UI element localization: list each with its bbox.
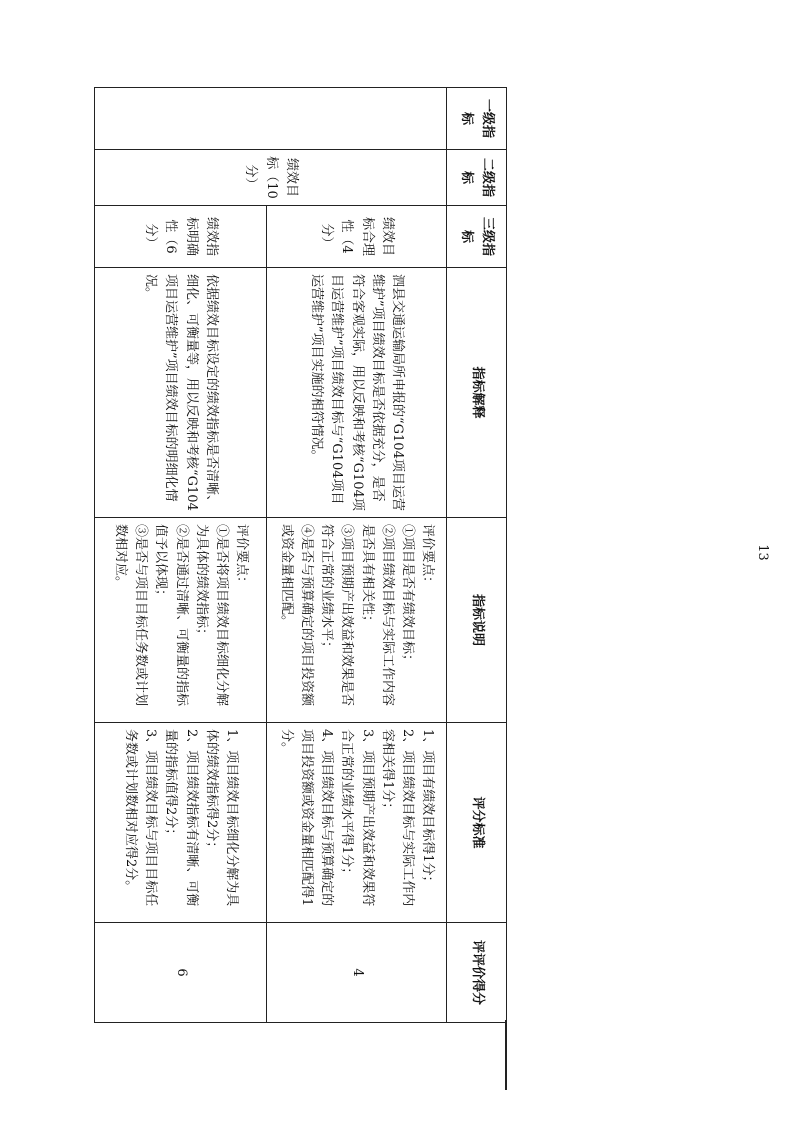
page-number: 13 bbox=[754, 544, 770, 561]
table-header-row bbox=[447, 88, 507, 1023]
cell-description: 评价要点： ①项目是否有绩效目标； ②项目绩效目标与实际工作内容是否具有相关性； ③项目预期产出效益和效果是否符合正常的业绩水平； ④是否与预算确定的项目投资额或资金量相匹配。 bbox=[267, 518, 447, 723]
cell-level2: 绩效目标（10分） bbox=[95, 150, 447, 206]
header-description: 指标说明 bbox=[447, 518, 507, 723]
cell-criteria: 1、项目绩效目标细化分解为具体的绩效指标得2分； 2、项目绩效指标有清晰、可衡量的指标值得2分； 3、项目绩效目标与项目目标任务数或计划数相对应得2分。 bbox=[95, 723, 267, 923]
cell-explanation: 依据绩效目标设定的绩效指标是否清晰、细化、可衡量等，用以反映和考核“G104项目运营维护”项目绩效目标的明细化情况。 bbox=[95, 268, 267, 518]
cell-level3: 绩效目标合理性（4分） bbox=[267, 206, 447, 268]
rotated-table-container bbox=[95, 87, 507, 1022]
cell-level1 bbox=[95, 88, 447, 150]
header-criteria: 评分标准 bbox=[447, 723, 507, 923]
cell-criteria: 1、项目有绩效目标得1分； 2、项目绩效目标与实际工作内容相关得1分； 3、项目预期产出效益和效果符合正常的业绩水平得1分； 4、项目绩效目标与预算确定的项目投资额或资金量相匹配得1分。 bbox=[267, 723, 447, 923]
header-score: 评评价得分 bbox=[447, 923, 507, 1023]
header-level1: 一级指标 bbox=[447, 88, 507, 150]
cell-score: 6 bbox=[95, 923, 267, 1023]
header-level2: 二级指标 bbox=[447, 150, 507, 206]
table-row bbox=[95, 88, 267, 1023]
cell-score: 4 bbox=[267, 923, 447, 1023]
cell-level3: 绩效指标明确性（6分） bbox=[95, 206, 267, 268]
cell-explanation: 泗县交通运输局所申报的“G104项目运营维护”项目绩效目标是否依据充分，是否符合客观实际，用以反映和考核“G104项目运营维护”项目绩效目标与“G104项目运营维护”项目实施的相符情况。 bbox=[267, 268, 447, 518]
table-row bbox=[267, 88, 447, 1023]
header-level3: 三级指标 bbox=[447, 206, 507, 268]
header-explanation: 指标解释 bbox=[447, 268, 507, 518]
cell-description: 评价要点： ①是否将项目绩效目标细化分解为具体的绩效指标； ②是否通过清晰、可衡量的指标值予以体现； ③是否与项目目标任务数或计划数相对应。 bbox=[95, 518, 267, 723]
evaluation-table bbox=[94, 87, 507, 1023]
table-edge-rule bbox=[505, 1020, 507, 1090]
